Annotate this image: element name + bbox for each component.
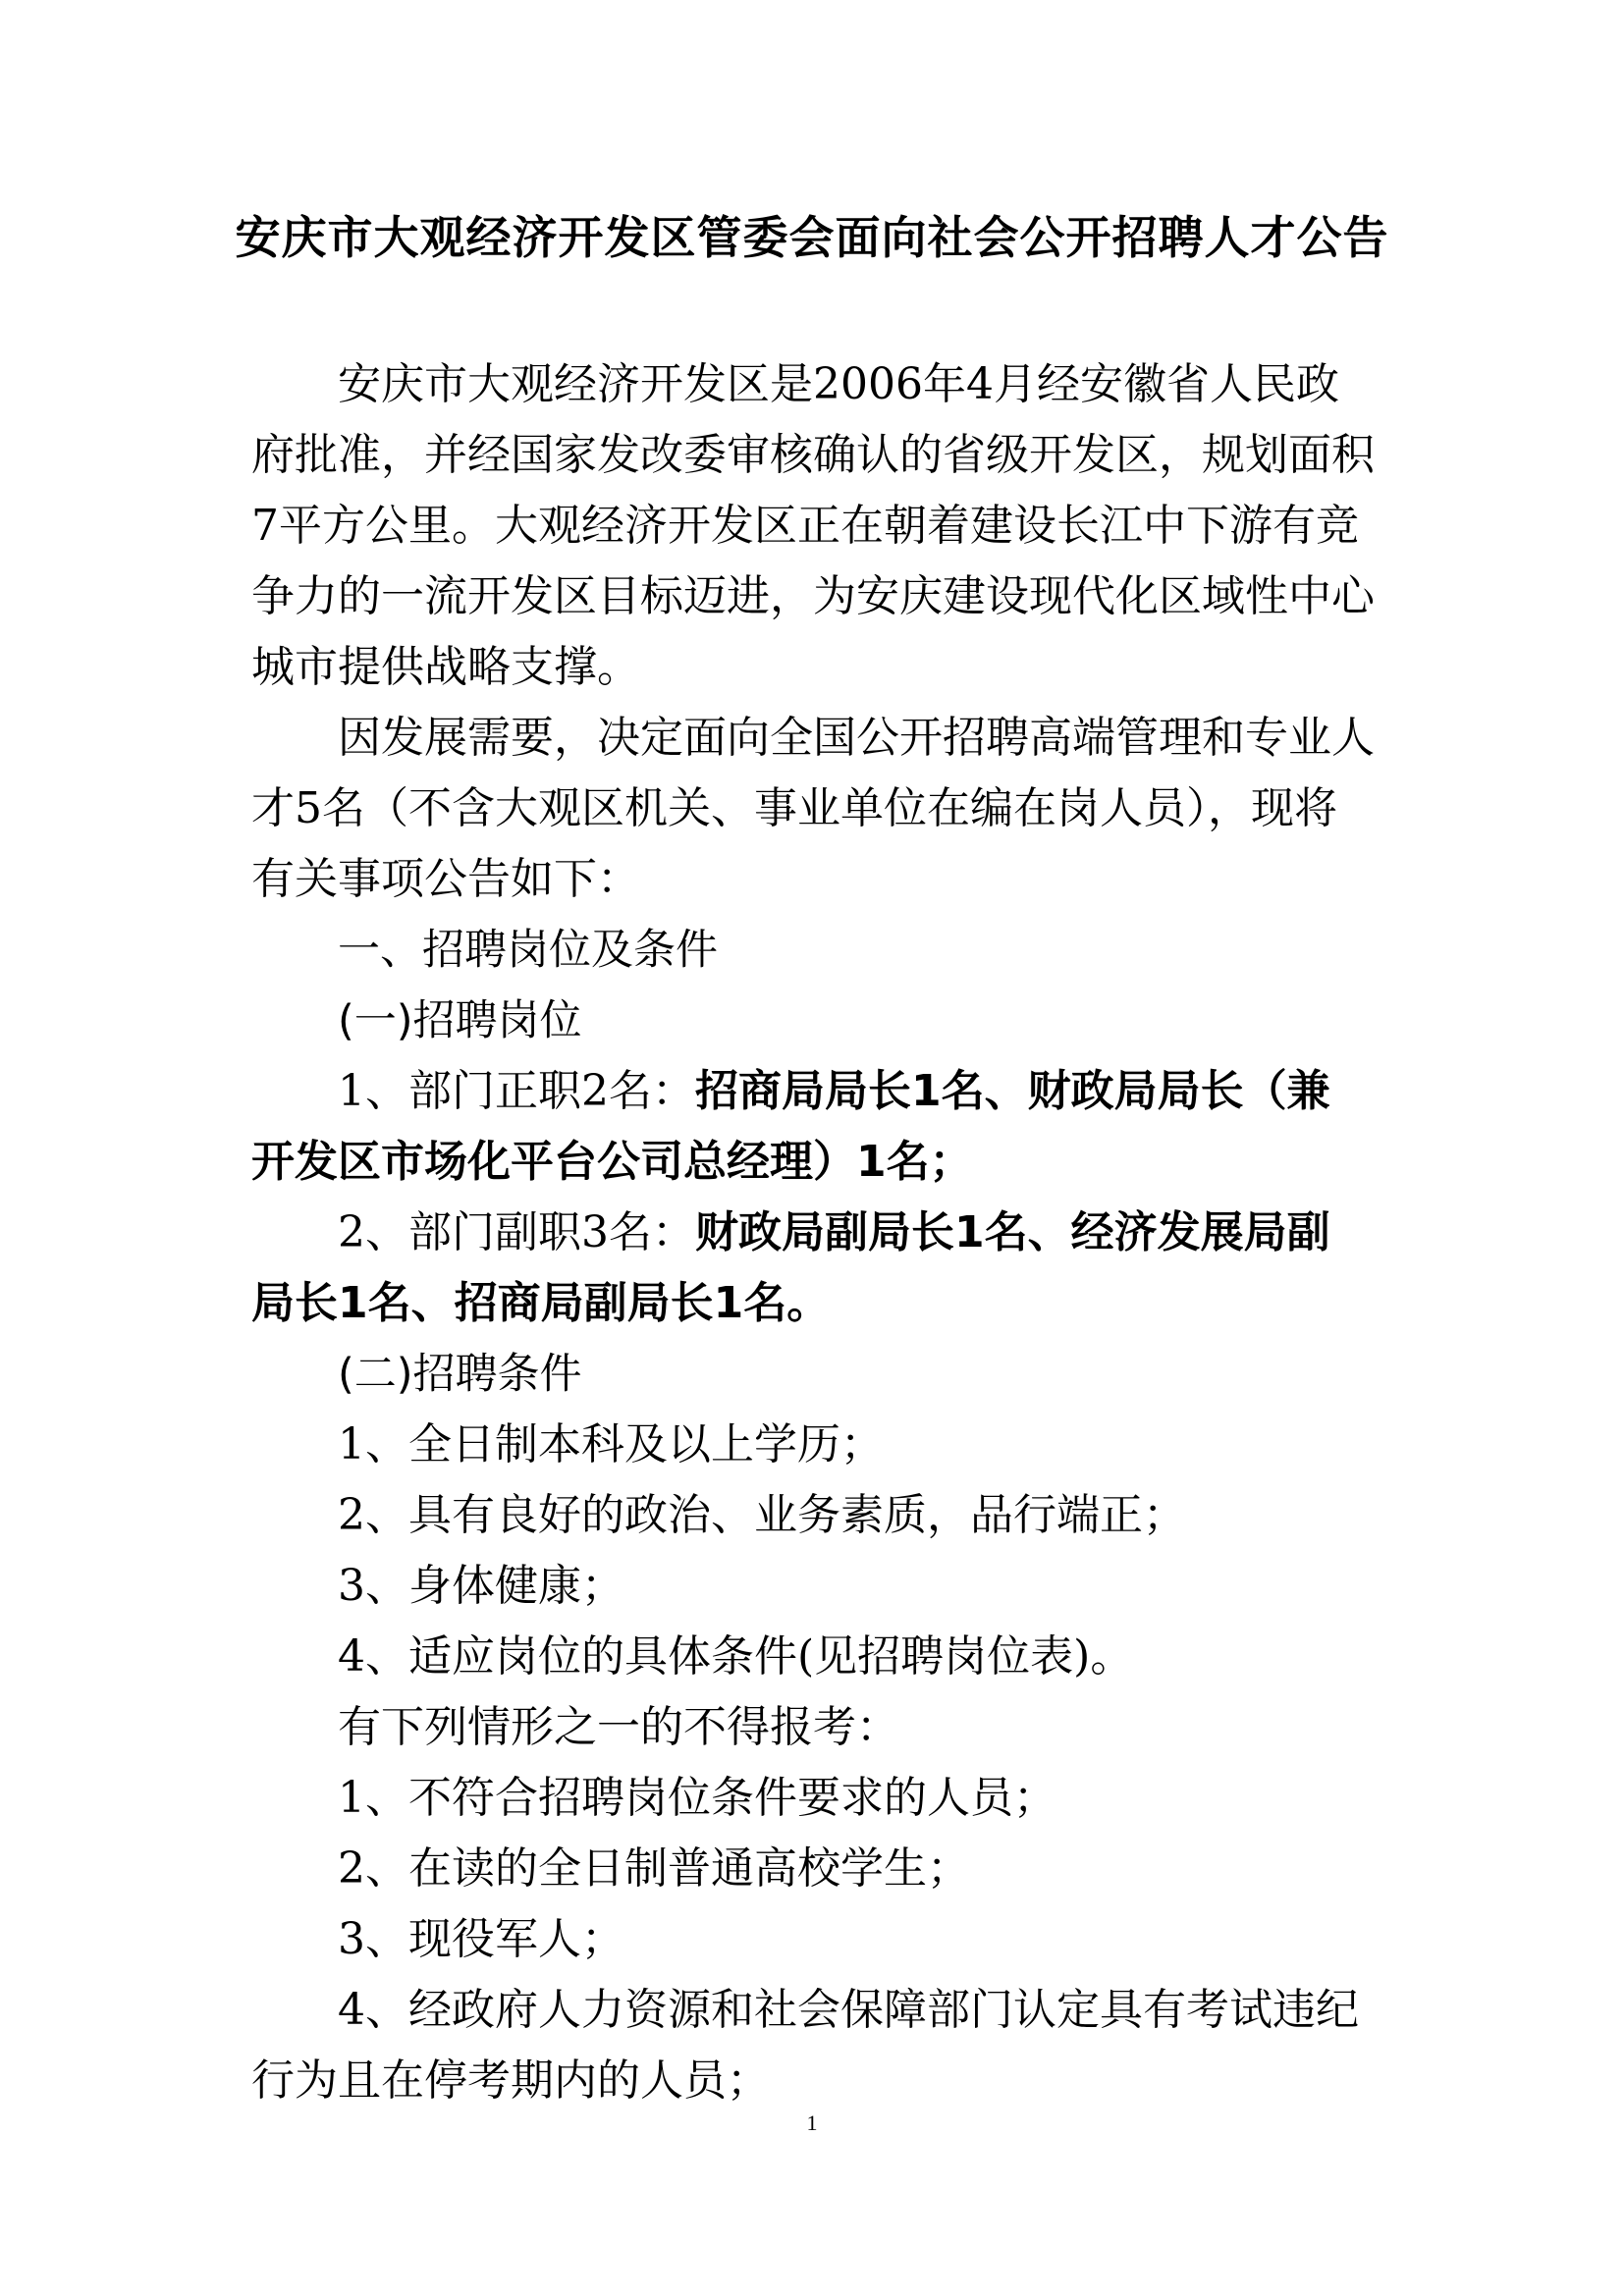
list-item-detail: 招商局局长1名、财政局局长（兼 <box>695 1066 1330 1116</box>
list-item <box>251 1198 1390 1268</box>
paragraph-line: 有关事项公告如下： <box>251 854 640 904</box>
paragraph-line: 才5名（不含大观区机关、事业单位在编在岗人员），现将 <box>251 783 1337 833</box>
paragraph-line: 城市提供战略支撑。 <box>251 642 640 692</box>
list-item-label: 2、部门副职3名： <box>338 1207 695 1257</box>
list-item: 4、经政府人力资源和社会保障部门认定具有考试违纪 <box>338 1985 1359 2035</box>
paragraph-line: 府批准，并经国家发改委审核确认的省级开发区，规划面积 <box>251 430 1375 480</box>
paragraph-line: 因发展需要，决定面向全国公开招聘高端管理和专业人 <box>338 713 1375 763</box>
paragraph-line: 安庆市大观经济开发区是2006年4月经安徽省人民政 <box>338 359 1339 409</box>
page-number: 1 <box>806 2110 818 2135</box>
list-item <box>251 1056 1390 1127</box>
list-item: 1、不符合招聘岗位条件要求的人员； <box>338 1773 1056 1823</box>
document-body <box>251 349 1390 2116</box>
document-title: 安庆市大观经济开发区管委会面向社会公开招聘人才公告 <box>235 211 1389 264</box>
list-item: 3、现役军人； <box>338 1914 624 1964</box>
section-heading: 一、招聘岗位及条件 <box>338 926 718 975</box>
list-item-continuation: 局长1名、招商局副局长1名。 <box>251 1278 831 1328</box>
list-item-continuation: 开发区市场化平台公司总经理）1名； <box>251 1137 973 1187</box>
list-item: 2、在读的全日制普通高校学生； <box>338 1843 970 1894</box>
list-item-continuation: 行为且在停考期内的人员； <box>251 2056 770 2106</box>
list-item: 4、适应岗位的具体条件(见招聘岗位表)。 <box>338 1631 1134 1682</box>
subsection-heading: (一)招聘岗位 <box>338 996 582 1045</box>
subsection-heading: (二)招聘条件 <box>338 1350 582 1399</box>
list-item-detail: 财政局副局长1名、经济发展局副 <box>695 1207 1330 1257</box>
paragraph-line: 有下列情形之一的不得报考： <box>338 1702 899 1752</box>
paragraph-line: 争力的一流开发区目标迈进，为安庆建设现代化区域性中心 <box>251 571 1375 621</box>
list-item: 3、身体健康； <box>338 1561 624 1611</box>
list-item-label: 1、部门正职2名： <box>338 1066 695 1116</box>
paragraph-line: 7平方公里。大观经济开发区正在朝着建设长江中下游有竞 <box>251 501 1359 551</box>
list-item: 2、具有良好的政治、业务素质，品行端正； <box>338 1490 1186 1540</box>
list-item: 1、全日制本科及以上学历； <box>338 1419 884 1469</box>
